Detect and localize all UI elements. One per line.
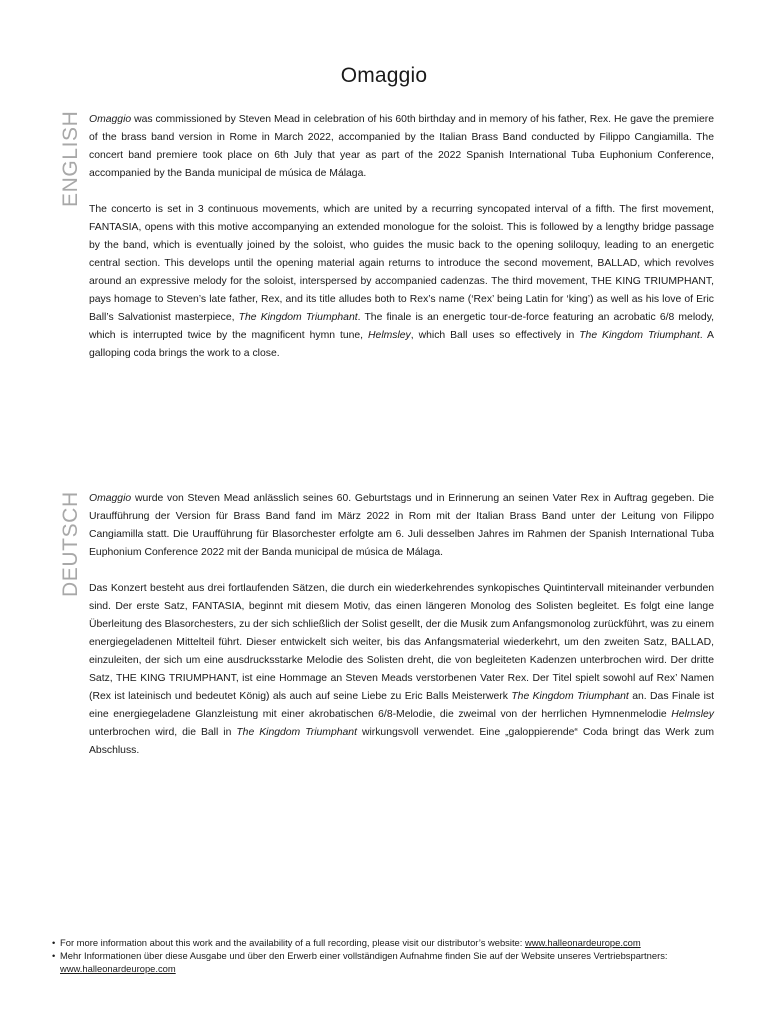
work-title: The Kingdom Triumphant	[579, 330, 700, 341]
page-title: Omaggio	[340, 64, 428, 87]
deutsch-paragraph-1: Omaggio wurde von Steven Mead anlässlich seines 60. Geburtstags und in Erinnerung an seinen Vater Rex in Auftrag gegeben. Die Uraufführung der Version für Brass Band fand im März 2022 in Rom mit der Italian Brass Band unter der Leitung von Filippo Cangiamilla statt. Die Uraufführung für Blasorchester erfolgte am 6. Juli desselben Jahres im Rahmen der Spanish International Tuba Euphonium Conference 2022 mit der Banda municipal de música de Málaga.	[89, 493, 714, 558]
work-title: The Kingdom Triumphant	[236, 727, 357, 738]
bullet: •	[52, 950, 56, 961]
english-paragraph-2: The concerto is set in 3 continuous movements, which are united by a recurring syncopated interval of a fifth. The first movement, FANTASIA, opens with this motive accompanying an extended monologue for the soloist. This is followed by a lengthy bridge passage by the band, which is eventually joined by the soloist, who guides the music back to the opening soliloquy, leading to an energetic central section. This develops until the opening material again returns to introduce the second movement, BALLAD, which revolves around an expressive melody for the soloist, interspersed by accompanied cadenzas. The third movement, THE KING TRIUMPHANT, pays homage to Steven’s late father, Rex, and its title alludes both to Rex’s name (‘Rex’ being Latin for ‘king’) as well as his love of Eric Ball’s Salvationist masterpiece, The Kingdom Triumphant. The finale is an energetic tour-de-force featuring an acrobatic 6/8 melody, which is interrupted twice by the magnificent hymn tune, Helmsley, which Ball uses so effectively in The Kingdom Triumphant. A galloping coda brings the work to a close.	[89, 204, 715, 359]
work-title: Omaggio	[89, 114, 132, 125]
hymn-title: Helmsley	[368, 330, 411, 341]
distributor-link[interactable]: www.halleonardeurope.com	[524, 937, 641, 948]
english-section	[89, 111, 714, 363]
hymn-title: Helmsley	[671, 709, 714, 720]
bullet: •	[52, 937, 56, 948]
footer-note-english: • For more information about this work and the availability of a full recording, please visit our distributor’s website: www.halleonardeurope.com	[52, 937, 641, 948]
distributor-link[interactable]: www.halleonardeurope.com	[60, 963, 176, 974]
language-label-english: ENGLISH	[59, 110, 82, 207]
language-label-deutsch: DEUTSCH	[59, 491, 82, 597]
footer-notes	[52, 936, 732, 975]
work-title: Omaggio	[89, 493, 132, 504]
footer-note-deutsch: • Mehr Informationen über diese Ausgabe und über den Erwerb einer vollständigen Aufnahme finden Sie auf der Website unseres Vertriebspartners: www.halleonardeurope.com	[52, 950, 668, 974]
deutsch-paragraph-2: Das Konzert besteht aus drei fortlaufenden Sätzen, die durch ein wiederkehrendes synkopisches Quintintervall miteinander verbunden sind. Der erste Satz, FANTASIA, beginnt mit diesem Motiv, das einen längeren Monolog des Solisten begleitet. Es folgt eine lange Überleitung des Blasorchesters, zu der sich schließlich der Solist gesellt, der die Musik zum Anfangsmonolog zurückführt, was zu einem energiegeladenen Mittelteil führt. Dieser entwickelt sich weiter, bis das Anfangsmaterial wiederkehrt, um den zweiten Satz, BALLAD, einzuleiten, der sich um eine ausdrucksstarke Melodie des Solisten dreht, die von begleiteten Kadenzen unterbrochen wird. Der dritte Satz, THE KING TRIUMPHANT, ist eine Hommage an Steven Meads verstorbenen Vater Rex. Der Titel spielt sowohl auf Rex’ Namen (Rex ist lateinisch und bedeutet König) als auch auf seine Liebe zu Eric Balls Meisterwerk The Kingdom Triumphant an. Das Finale ist eine energiegeladene Glanzleistung mit einer akrobatischen 6/8-Melodie, die zweimal von der herrlichen Hymnenmelodie Helmsley unterbrochen wird, die Ball in The Kingdom Triumphant wirkungsvoll verwendet. Eine „galoppierende“ Coda bringt das Werk zum Abschluss.	[89, 583, 715, 756]
work-title: The Kingdom Triumphant	[238, 312, 358, 323]
deutsch-section	[89, 490, 714, 760]
work-title: The Kingdom Triumphant	[511, 691, 629, 702]
english-paragraph-1: Omaggio was commissioned by Steven Mead in celebration of his 60th birthday and in memory of his father, Rex. He gave the premiere of the brass band version in Rome in March 2022, accompanied by the Italian Brass Band conducted by Filippo Cangiamilla. The concert band premiere took place on 6th July that year as part of the 2022 Spanish International Tuba Euphonium Conference, accompanied by the Banda municipal de música de Málaga.	[89, 114, 714, 179]
